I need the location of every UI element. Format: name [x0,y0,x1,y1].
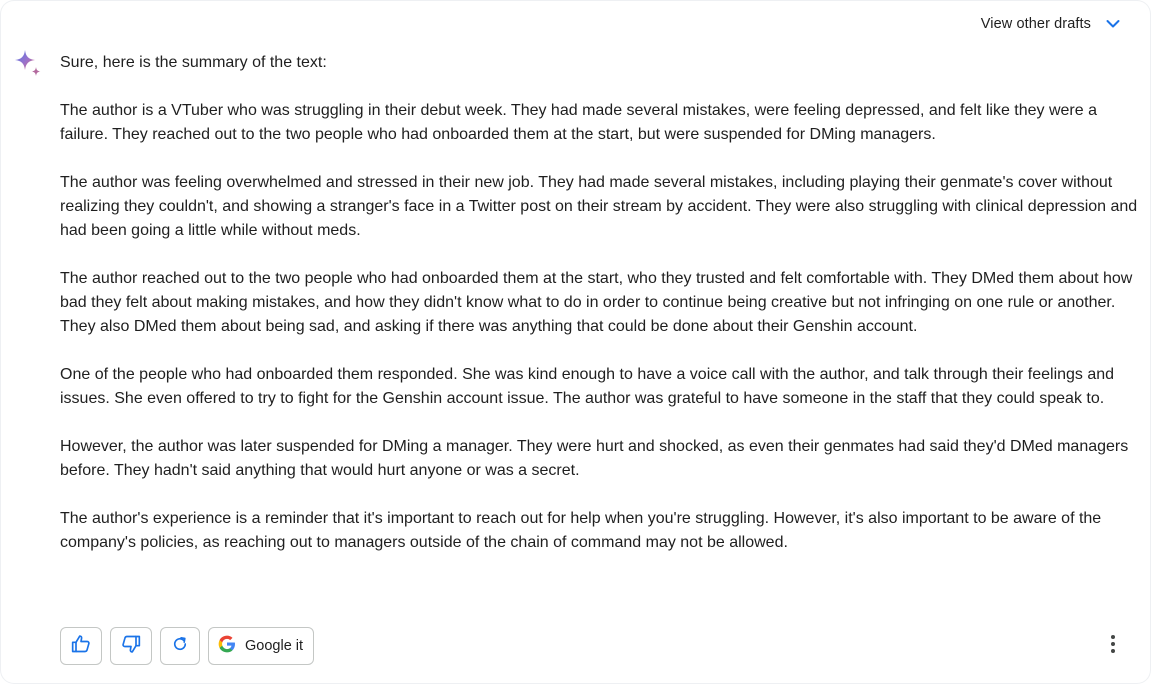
google-it-label: Google it [245,638,304,654]
response-actions [60,627,314,665]
response-paragraph: The author is a VTuber who was struggling in their debut week. They had made several mistakes, were feeling depressed, and felt like they were a failure. They reached out to the two people who had onboarded them at the start, but were suspended for DMing managers. [60,102,1097,143]
thumbs-down-icon [121,634,141,659]
thumbs-down-button[interactable] [110,627,152,665]
response-text [60,51,1140,579]
sparkle-icon [12,49,44,81]
google-g-icon [217,634,237,659]
more-options-button[interactable] [1099,632,1127,660]
response-intro: Sure, here is the summary of the text: [60,54,327,71]
refresh-icon [171,635,189,658]
response-paragraph: The author was feeling overwhelmed and stressed in their new job. They had made several mistakes, including playing their genmate's cover without realizing they couldn't, and showing a stranger's face in a Twitter post on their stream by accident. They were also struggling with clinical depression and had been going a little while without meds. [60,174,1138,239]
chevron-down-icon [1103,14,1123,34]
thumbs-up-icon [71,634,91,659]
thumbs-up-button[interactable] [60,627,102,665]
view-other-drafts-label: View other drafts [980,16,1091,32]
google-it-button[interactable] [208,627,314,665]
response-paragraph: The author's experience is a reminder that it's important to reach out for help when you're struggling. However, it's also important to be aware of the company's policies, as reaching out to managers outside of the chain of command may not be allowed. [60,510,1102,551]
more-vertical-icon [1110,634,1116,659]
response-paragraph: One of the people who had onboarded them responded. She was kind enough to have a voice call with the author, and talk through their feelings and issues. She even offered to try to fight for the Genshin account issue. The author was grateful to have someone in the staff that they could speak to. [60,366,1115,407]
response-paragraph: The author reached out to the two people who had onboarded them at the start, who they trusted and felt comfortable with. They DMed them about how bad they felt about making mistakes, and how they didn't know what to do in order to continue being creative but not infringing on one rule or another. They also DMed them about being sad, and asking if there was anything that could be done about their Genshin account. [60,270,1133,335]
view-other-drafts-button[interactable] [981,12,1123,36]
response-paragraph: However, the author was later suspended for DMing a manager. They were hurt and shocked, as even their genmates had said they'd DMed managers before. They hadn't said anything that would hurt anyone or was a secret. [60,438,1129,479]
regenerate-button[interactable] [160,627,200,665]
